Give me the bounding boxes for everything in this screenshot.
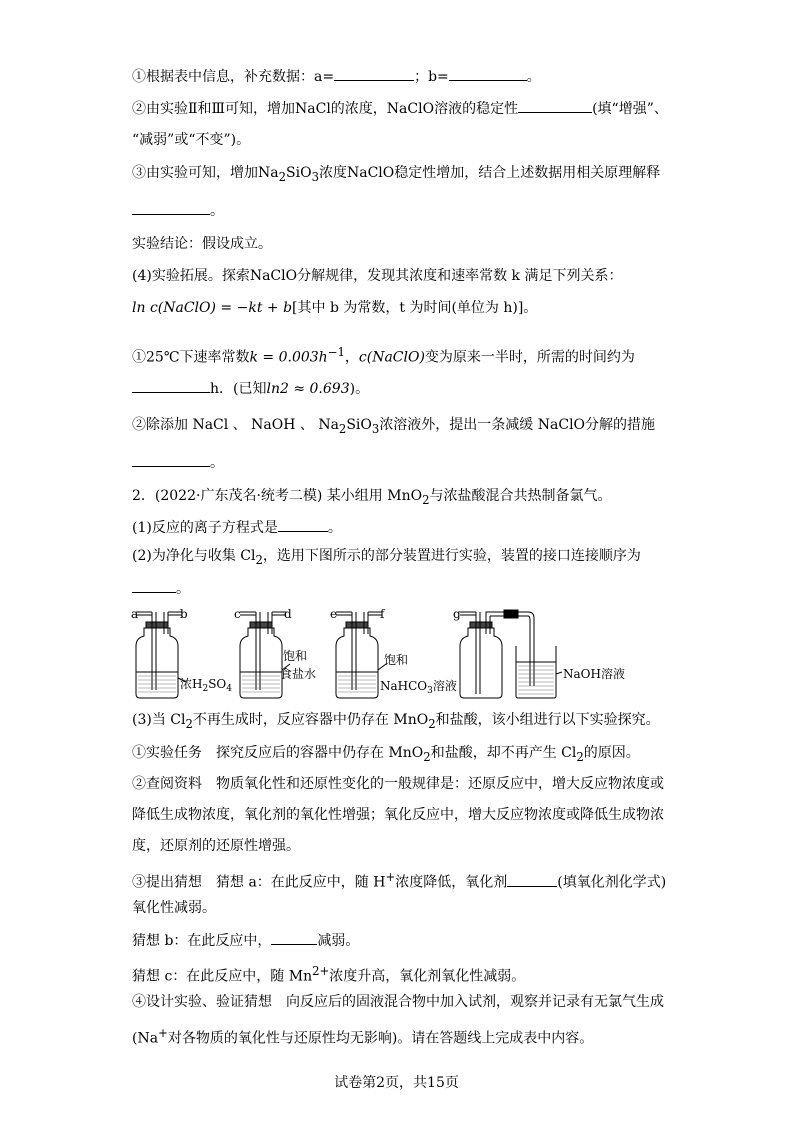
design-experiment: ④设计实验、验证猜想 向反应后的固液混合物中加入试剂，观察并记录有无氯气生成	[132, 994, 664, 1010]
question-4-1: ①25℃下速率常数$k = 0.003h^{-1}$，c(NaClO)变为原来一半时，所需的时间约为	[132, 345, 635, 366]
answer-blank-time[interactable]	[132, 378, 210, 393]
question-2-line-2: “减弱”或“不变”)。	[132, 132, 251, 148]
question-3-blank: 。	[132, 200, 224, 221]
design-experiment-line-2: (Na+对各物质的氧化性与还原性均无影响)。请在答题线上完成表中内容。	[132, 1026, 594, 1047]
answer-blank-oxidant[interactable]	[507, 872, 557, 887]
question-4-2: ②除添加 NaCl 、 NaOH 、 $Na_2SiO_3$浓溶液外，提出一条减缓 NaClO分解的措施	[132, 417, 656, 436]
reagent-saturated-nahco3-line2: NaHCO$_3$溶液	[380, 679, 457, 696]
answer-blank-measure[interactable]	[132, 452, 210, 467]
port-label-e: e	[330, 607, 338, 621]
reference-line-1: ②查阅资料 物质氧化性和还原性变化的一般规律是：还原反应中，增大反应物浓度或	[132, 776, 664, 792]
reagent-saturated-brine-line1: 饱和	[283, 649, 308, 663]
port-label-b: b	[180, 607, 188, 621]
answer-blank-explain[interactable]	[132, 200, 210, 215]
question-3-line: ③由实验可知，增加$Na_2SiO_3$浓度NaClO稳定性增加，结合上述数据用相关原理解释	[132, 165, 661, 184]
problem-2-q2: (2)为净化与收集 $Cl_2$，选用下图所示的部分装置进行实验，装置的接口连接顺序为	[132, 548, 641, 567]
problem-2-q3: (3)当 $Cl_2$不再生成时，反应容器中仍存在 MnO$_2$和盐酸，该小组进行以下实验探究。	[132, 712, 660, 731]
experiment-task: ①实验任务 探究反应后的容器中仍存在 MnO$_2$和盐酸，却不再产生 $Cl_2$的原因。	[132, 745, 640, 764]
hypothesis-c: 猜想 c：在此反应中，随 $Mn^{2+}$浓度升高，氧化剂氧化性减弱。	[132, 964, 526, 985]
answer-blank-hypothesis-b[interactable]	[271, 930, 317, 945]
port-label-a: a	[131, 607, 139, 621]
hypothesis-a-line-2: 氧化性减弱。	[132, 900, 216, 916]
answer-blank-ionic-equation[interactable]	[278, 517, 328, 532]
question-2-line: ②由实验Ⅱ和Ⅲ可知，增加NaCl的浓度，NaClO溶液的稳定性 (填“增强”、	[132, 98, 668, 119]
answer-blank-connection-order[interactable]	[132, 578, 176, 593]
question-1-blank-ab: ①根据表中信息，补充数据：a= ；b= 。	[132, 66, 541, 87]
rate-formula: ln c(NaClO) = −kt + b[其中 b 为常数，t 为时间(单位为 h)]。	[132, 300, 538, 316]
section-4-heading: (4)实验拓展。探索NaClO分解规律，发现其浓度和速率常数 k 满足下列关系：	[132, 268, 623, 284]
port-label-d: d	[284, 607, 292, 621]
reagent-conc-sulfuric-acid: 浓$H_2SO_4$	[180, 677, 232, 694]
conclusion: 实验结论：假设成立。	[132, 236, 272, 252]
answer-blank-stability[interactable]	[518, 98, 592, 113]
hypothesis-b: 猜想 b：在此反应中， 减弱。	[132, 930, 359, 951]
problem-2-title: 2．(2022·广东茂名·统考二模) 某小组用 MnO$_2$与浓盐酸混合共热制备氯气。	[132, 488, 612, 507]
apparatus-diagram	[130, 606, 630, 702]
port-label-g: g	[453, 607, 461, 621]
reference-line-3: 度，还原剂的还原性增强。	[132, 838, 300, 854]
hypothesis-a: ③提出猜想 猜想 a：在此反应中，随 H+浓度降低，氧化剂 (填氧化剂化学式)	[132, 870, 667, 891]
problem-2-q2-blank: 。	[132, 578, 190, 599]
page-footer: 试卷第2页，共15页	[334, 1075, 459, 1091]
reagent-saturated-brine-line2: 食盐水	[280, 667, 317, 681]
port-label-f: f	[380, 607, 385, 621]
port-label-c: c	[234, 607, 241, 621]
reagent-naoh-solution: NaOH溶液	[563, 667, 625, 681]
question-4-1-blank: h．(已知ln2 ≈ 0.693)。	[132, 378, 369, 399]
question-4-2-blank: 。	[132, 452, 224, 473]
answer-blank-a[interactable]	[334, 66, 414, 81]
problem-2-q1: (1)反应的离子方程式是 。	[132, 517, 342, 538]
answer-blank-b[interactable]	[449, 66, 527, 81]
reagent-saturated-nahco3-line1: 饱和	[384, 653, 409, 667]
reference-line-2: 降低生成物浓度，氧化剂的氧化性增强；氧化反应中，增大反应物浓度或降低生成物浓	[132, 807, 664, 823]
